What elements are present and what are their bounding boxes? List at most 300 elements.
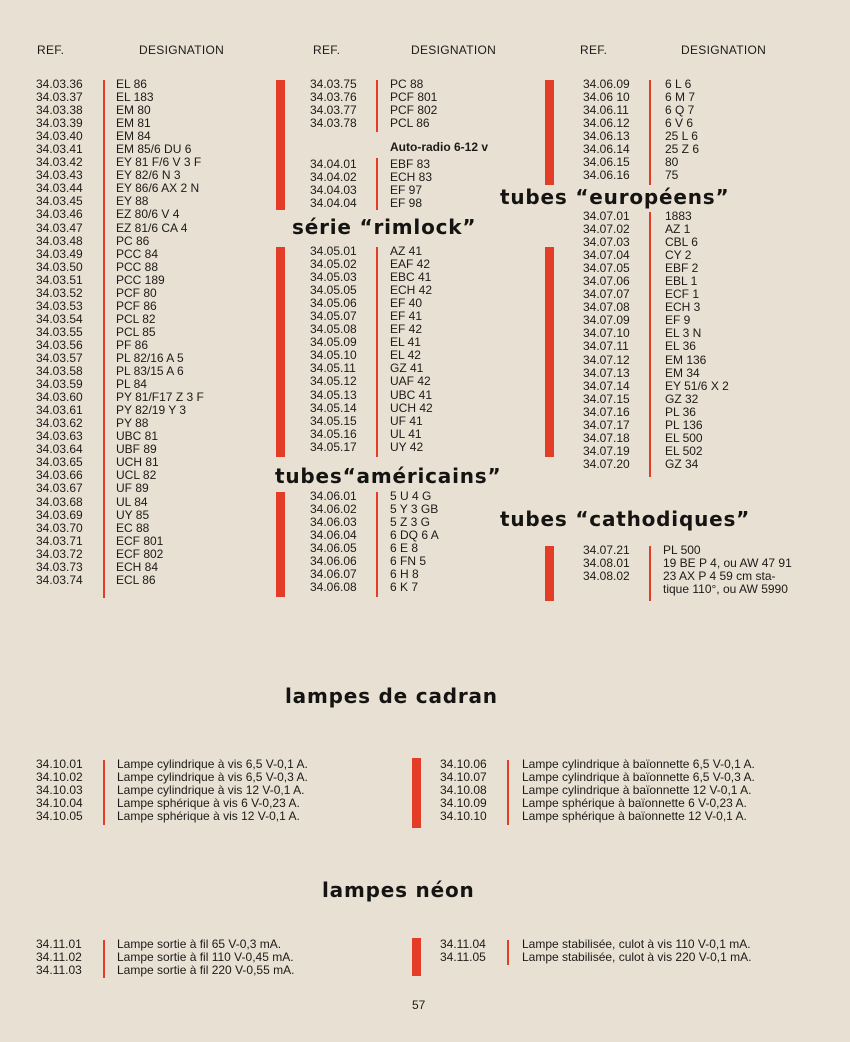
designation: EF 9 — [665, 313, 691, 328]
table-row — [310, 117, 437, 130]
designation: EY 51/6 X 2 — [665, 378, 729, 393]
designation: ECH 3 — [665, 300, 701, 315]
designation: EY 81 F/6 V 3 F — [116, 155, 202, 170]
ref-code: 34.03.62 — [36, 416, 83, 431]
red-bar — [276, 80, 285, 210]
designation: 6 L 6 — [665, 77, 692, 91]
ref-code: 34.05.07 — [310, 309, 357, 324]
designation: PCC 189 — [116, 272, 165, 287]
ref-code: 34.07.19 — [583, 443, 630, 458]
designation: Lampe cylindrique à baïonnette 6,5 V-0,1 A. — [522, 757, 755, 771]
ref-code: 34.03.68 — [36, 494, 83, 509]
ref-code: 34.08.02 — [583, 569, 630, 584]
ref-code: 34.07.18 — [583, 430, 630, 445]
designation: 6 M 7 — [665, 90, 696, 105]
designation: EL 36 — [665, 339, 696, 354]
designation: Lampe cylindrique à vis 6,5 V-0,1 A. — [117, 757, 308, 771]
table-row — [440, 951, 751, 964]
ref-code: 34.05.14 — [310, 400, 357, 415]
designation: Lampe cylindrique à baïonnette 12 V-0,1 A. — [522, 783, 752, 798]
ref-code: 34.03.56 — [36, 337, 83, 352]
ref-code: 34.06.02 — [310, 502, 357, 517]
table-row — [583, 393, 729, 406]
ref-code: 34.06.08 — [310, 580, 357, 595]
table-row — [36, 208, 204, 221]
ref-code: 34.03.60 — [36, 390, 83, 405]
ref-code: 34.03.69 — [36, 507, 83, 522]
table-row — [36, 300, 204, 313]
tube-list-col3a — [583, 78, 699, 182]
table-row — [36, 274, 204, 287]
designation: Lampe sortie à fil 110 V-0,45 mA. — [117, 950, 294, 965]
designation: UCH 81 — [116, 455, 159, 470]
ref-code: 34.04.02 — [310, 170, 357, 185]
designation: PY 88 — [116, 416, 149, 431]
red-bar — [412, 938, 421, 976]
designation: UF 41 — [390, 413, 423, 428]
designation: PL 136 — [665, 417, 703, 432]
table-row — [36, 548, 204, 561]
designation: 6 FN 5 — [390, 554, 427, 569]
table-row — [310, 389, 433, 402]
designation: PCL 85 — [116, 324, 156, 339]
tube-list-col1 — [36, 78, 204, 587]
designation: UL 41 — [390, 426, 422, 441]
designation: AZ 1 — [665, 222, 691, 237]
ref-code: 34.03.51 — [36, 272, 83, 287]
ref-code: 34.07.09 — [583, 313, 630, 328]
designation: Lampe cylindrique à vis 6,5 V-0,3 A. — [117, 770, 308, 785]
designation: 25 Z 6 — [665, 142, 700, 157]
red-bar — [545, 546, 554, 601]
ref-code: 34.03.63 — [36, 429, 83, 444]
table-row — [36, 535, 204, 548]
ref-code: 34.03.70 — [36, 520, 83, 535]
ref-code: 34.07.08 — [583, 300, 630, 315]
ref-code: 34.03.73 — [36, 559, 83, 574]
ref-code: 34.05.17 — [310, 439, 357, 454]
tube-list-col2b — [310, 158, 432, 210]
designation: EBL 1 — [665, 274, 698, 289]
designation: PCC 84 — [116, 246, 159, 261]
designation: GZ 41 — [390, 361, 424, 376]
designation: UAF 42 — [390, 374, 431, 389]
ref-code: 34.03.44 — [36, 181, 83, 196]
ref-code: 34.05.11 — [310, 361, 356, 376]
table-row — [583, 406, 729, 419]
table-row — [310, 375, 433, 388]
tube-list-col2c — [310, 245, 433, 454]
ref-code: 34.06.05 — [310, 541, 357, 556]
ref-code: 34.10.05 — [36, 809, 83, 824]
ref-code: 34.06.04 — [310, 528, 357, 543]
designation: UL 84 — [116, 494, 148, 509]
tube-list-col3c — [583, 544, 792, 596]
designation: PCL 82 — [116, 311, 156, 326]
designation: EF 42 — [390, 322, 423, 337]
table-row — [310, 581, 439, 594]
heading-tubes-americains: tubes“américains” — [275, 464, 502, 488]
ref-code: 34.05.12 — [310, 374, 357, 389]
ref-code: 34.10.08 — [440, 783, 487, 798]
ref-code: 34.03.57 — [36, 350, 83, 365]
ref-code: 34.03.65 — [36, 455, 83, 470]
ref-code: 34.05.03 — [310, 270, 357, 285]
neon-list-right — [440, 938, 751, 964]
designation: EF 97 — [390, 183, 423, 198]
red-bar — [545, 247, 554, 457]
designation: EL 3 N — [665, 326, 702, 341]
ref-code: 34.06.13 — [583, 129, 630, 144]
table-row — [36, 522, 204, 535]
ref-code: 34.03.67 — [36, 481, 83, 496]
designation: EZ 81/6 CA 4 — [116, 220, 188, 235]
ref-code: 34.06.11 — [583, 103, 629, 118]
designation: PCC 88 — [116, 259, 159, 274]
designation: 6 V 6 — [665, 116, 694, 131]
ref-code: 34.10.04 — [36, 796, 83, 811]
designation: Lampe sphérique à baïonnette 6 V-0,23 A. — [522, 796, 747, 811]
ref-code: 34.03.47 — [36, 220, 83, 235]
ref-code: 34.04.01 — [310, 157, 357, 171]
designation: 1883 — [665, 209, 692, 223]
ref-code: 34.07.14 — [583, 378, 630, 393]
designation: UBF 89 — [116, 442, 157, 457]
designation: GZ 32 — [665, 391, 699, 406]
header-designation-1: DESIGNATION — [139, 43, 225, 57]
designation: 6 Q 7 — [665, 103, 695, 118]
designation: PC 88 — [390, 77, 424, 91]
table-row — [310, 428, 433, 441]
table-row — [310, 441, 433, 454]
designation: EM 136 — [665, 352, 707, 367]
heading-serie-rimlock: série “rimlock” — [292, 215, 477, 239]
designation: Lampe stabilisée, culot à vis 110 V-0,1 mA. — [522, 937, 751, 951]
header-ref-3: REF. — [580, 43, 608, 57]
ref-code: 34.11.02 — [36, 950, 82, 965]
table-row — [583, 583, 792, 596]
designation: AZ 41 — [390, 244, 423, 258]
designation: EBC 41 — [390, 270, 432, 285]
table-row — [583, 340, 729, 353]
designation: EF 41 — [390, 309, 423, 324]
ref-code: 34.10.10 — [440, 809, 487, 824]
ref-code: 34.10.09 — [440, 796, 487, 811]
heading-lampes-neon: lampes néon — [322, 878, 475, 902]
heading-tubes-europeens: tubes “européens” — [500, 185, 730, 209]
designation: EM 85/6 DU 6 — [116, 142, 192, 157]
ref-code: 34.10.03 — [36, 783, 83, 798]
designation: Lampe sphérique à baïonnette 12 V-0,1 A. — [522, 809, 747, 824]
ref-code: 34.05.13 — [310, 387, 357, 402]
designation: Lampe sphérique à vis 6 V-0,23 A. — [117, 796, 300, 811]
designation: CBL 6 — [665, 235, 698, 250]
ref-code: 34.07.03 — [583, 235, 630, 250]
table-row — [583, 354, 729, 367]
ref-code: 34.03.39 — [36, 116, 83, 131]
ref-code — [583, 583, 663, 596]
designation: 5 Z 3 G — [390, 515, 431, 530]
designation: UBC 81 — [116, 429, 159, 444]
designation: 5 U 4 G — [390, 489, 432, 503]
designation: EM 34 — [665, 365, 700, 380]
table-row — [440, 810, 755, 823]
table-row — [36, 235, 204, 248]
designation: EC 88 — [116, 520, 150, 535]
ref-code: 34.03.36 — [36, 77, 83, 91]
table-row — [36, 313, 204, 326]
ref-code: 34.03.78 — [310, 116, 357, 131]
designation: EM 80 — [116, 103, 151, 118]
table-row — [36, 326, 204, 339]
ref-code: 34.03.40 — [36, 129, 83, 144]
ref-code: 34.08.01 — [583, 556, 630, 571]
ref-code: 34.07.17 — [583, 417, 630, 432]
ref-code: 34.06.07 — [310, 567, 357, 582]
ref-code: 34.03.46 — [36, 207, 83, 222]
table-row — [36, 561, 204, 574]
ref-code: 34.03.43 — [36, 168, 83, 183]
designation: EAF 42 — [390, 257, 431, 272]
designation: EL 502 — [665, 443, 703, 458]
designation: 6 DQ 6 A — [390, 528, 439, 543]
header-designation-2: DESIGNATION — [411, 43, 497, 57]
tube-list-col2a — [310, 78, 437, 130]
ref-code: 34.07.01 — [583, 209, 630, 223]
ref-code: 34.05.06 — [310, 296, 357, 311]
ref-code: 34.03.45 — [36, 194, 83, 209]
designation: PCF 802 — [390, 103, 438, 118]
ref-code: 34.05.08 — [310, 322, 357, 337]
designation: Lampe stabilisée, culot à vis 220 V-0,1 mA. — [522, 950, 752, 965]
header-ref-1: REF. — [37, 43, 65, 57]
designation: ECF 1 — [665, 287, 700, 302]
designation: PL 82/16 A 5 — [116, 350, 184, 365]
table-row — [36, 222, 204, 235]
tube-list-col2d — [310, 490, 439, 594]
ref-code: 34.07.21 — [583, 543, 630, 557]
designation: 23 AX P 4 59 cm sta- — [663, 569, 776, 584]
designation: ECH 84 — [116, 559, 159, 574]
designation: 19 BE P 4, ou AW 47 91 — [663, 556, 792, 571]
designation: PL 84 — [116, 377, 147, 392]
table-row — [583, 419, 729, 432]
heading-lampes-de-cadran: lampes de cadran — [285, 684, 498, 708]
ref-code: 34.03.72 — [36, 546, 83, 561]
ref-code: 34.07.04 — [583, 248, 630, 263]
designation: CY 2 — [665, 248, 692, 263]
ref-code: 34.10.07 — [440, 770, 487, 785]
ref-code: 34.06.12 — [583, 116, 630, 131]
ref-code: 34.05.15 — [310, 413, 357, 428]
ref-code: 34.11.01 — [36, 937, 82, 951]
ref-code: 34.03.77 — [310, 103, 357, 118]
designation: PCL 86 — [390, 116, 430, 131]
designation: EL 86 — [116, 77, 147, 91]
ref-code: 34.07.10 — [583, 326, 630, 341]
designation: tique 110°, ou AW 5990 — [663, 582, 788, 597]
designation: EY 82/6 N 3 — [116, 168, 181, 183]
red-bar — [545, 80, 554, 185]
ref-code: 34.10.06 — [440, 757, 487, 771]
ref-code: 34.06.03 — [310, 515, 357, 530]
ref-code: 34.03.53 — [36, 298, 83, 313]
ref-code: 34.07.12 — [583, 352, 630, 367]
table-row — [583, 432, 729, 445]
designation: UY 42 — [390, 439, 424, 454]
table-row — [583, 458, 729, 471]
table-row — [583, 445, 729, 458]
ref-code: 34.07.06 — [583, 274, 630, 289]
designation: PY 82/19 Y 3 — [116, 403, 187, 418]
ref-code: 34.03.64 — [36, 442, 83, 457]
table-row — [583, 380, 729, 393]
ref-code: 34.07.05 — [583, 261, 630, 276]
designation: ECF 801 — [116, 533, 164, 548]
ref-code: 34.05.01 — [310, 244, 357, 258]
ref-code: 34.03.49 — [36, 246, 83, 261]
ref-code: 34.03.52 — [36, 285, 83, 300]
designation: PL 83/15 A 6 — [116, 364, 184, 379]
table-row — [583, 367, 729, 380]
cadran-list-left — [36, 758, 308, 823]
ref-code: 34.05.02 — [310, 257, 357, 272]
ref-code: 34.03.41 — [36, 142, 83, 157]
ref-code: 34.05.16 — [310, 426, 357, 441]
table-row — [36, 509, 204, 522]
ref-code: 34.06 10 — [583, 90, 630, 105]
designation: GZ 34 — [665, 456, 699, 471]
designation: PF 86 — [116, 337, 149, 352]
neon-list-left — [36, 938, 294, 977]
ref-code: 34.04.04 — [310, 196, 357, 211]
designation: EM 84 — [116, 129, 151, 144]
ref-code: 34.07.07 — [583, 287, 630, 302]
ref-code: 34.03.66 — [36, 468, 83, 483]
ref-code: 34.07.15 — [583, 391, 630, 406]
ref-code: 34.07.13 — [583, 365, 630, 380]
ref-code: 34.10.02 — [36, 770, 83, 785]
designation: Lampe cylindrique à vis 12 V-0,1 A. — [117, 783, 305, 798]
red-bar — [412, 758, 421, 828]
designation: EY 88 — [116, 194, 149, 209]
designation: EL 41 — [390, 335, 421, 350]
ref-code: 34.06.01 — [310, 489, 357, 503]
ref-code: 34.03.55 — [36, 324, 83, 339]
red-bar — [276, 492, 285, 597]
ref-code: 34.07.11 — [583, 339, 629, 354]
designation: UBC 41 — [390, 387, 433, 402]
ref-code: 34.06.16 — [583, 168, 630, 183]
ref-code: 34.03.50 — [36, 259, 83, 274]
ref-code: 34.07.20 — [583, 456, 630, 471]
page-number: 57 — [412, 998, 426, 1012]
ref-code: 34.04.03 — [310, 183, 357, 198]
designation: PCF 86 — [116, 298, 157, 313]
designation: Lampe sphérique à vis 12 V-0,1 A. — [117, 809, 300, 824]
table-row — [36, 810, 308, 823]
designation: EL 183 — [116, 90, 154, 105]
table-row — [36, 574, 204, 587]
ref-code: 34.10.01 — [36, 757, 83, 771]
header-designation-3: DESIGNATION — [681, 43, 767, 57]
ref-code: 34.03.61 — [36, 403, 83, 418]
red-bar — [276, 247, 285, 457]
designation: UCL 82 — [116, 468, 157, 483]
designation: UCH 42 — [390, 400, 433, 415]
designation: ECL 86 — [116, 572, 156, 587]
ref-code: 34.03.75 — [310, 77, 357, 91]
table-row — [583, 169, 699, 182]
table-row — [310, 415, 433, 428]
ref-code: 34.03.74 — [36, 572, 83, 587]
ref-code: 34.03.58 — [36, 364, 83, 379]
designation: ECF 802 — [116, 546, 164, 561]
ref-code: 34.06.14 — [583, 142, 630, 157]
designation: PL 36 — [665, 404, 696, 419]
designation: UF 89 — [116, 481, 149, 496]
designation: EY 86/6 AX 2 N — [116, 181, 200, 196]
designation: EL 42 — [390, 348, 421, 363]
table-row — [36, 287, 204, 300]
designation: UY 85 — [116, 507, 150, 522]
designation: Lampe sortie à fil 220 V-0,55 mA. — [117, 963, 295, 978]
ref-code: 34.03.48 — [36, 233, 83, 248]
ref-code: 34.05.05 — [310, 283, 357, 298]
ref-code: 34.06.15 — [583, 155, 630, 170]
tube-list-col3b — [583, 210, 729, 471]
table-row — [310, 402, 433, 415]
heading-tubes-cathodiques: tubes “cathodiques” — [500, 507, 751, 531]
designation: EM 81 — [116, 116, 151, 131]
designation: EZ 80/6 V 4 — [116, 207, 180, 222]
designation: ECH 83 — [390, 170, 433, 185]
ref-code: 34.03.76 — [310, 90, 357, 105]
table-row — [36, 248, 204, 261]
ref-code: 34.11.03 — [36, 963, 82, 978]
designation: ECH 42 — [390, 283, 433, 298]
designation: EBF 83 — [390, 157, 431, 171]
auto-radio-label: Auto-radio 6-12 v — [390, 140, 489, 154]
designation: 5 Y 3 GB — [390, 502, 439, 517]
header-ref-2: REF. — [313, 43, 341, 57]
designation: PC 86 — [116, 233, 150, 248]
ref-code: 34.03.71 — [36, 533, 83, 548]
ref-code: 34.06.09 — [583, 77, 630, 91]
table-row — [310, 197, 432, 210]
ref-code: 34.05.10 — [310, 348, 357, 363]
designation: EF 40 — [390, 296, 423, 311]
ref-code: 34.03.54 — [36, 311, 83, 326]
designation: 75 — [665, 168, 679, 183]
ref-code: 34.06.06 — [310, 554, 357, 569]
table-row — [36, 261, 204, 274]
ref-code: 34.07.02 — [583, 222, 630, 237]
cadran-list-right — [440, 758, 755, 823]
ref-code: 34.03.38 — [36, 103, 83, 118]
designation: EL 500 — [665, 430, 703, 445]
designation: Lampe sortie à fil 65 V-0,3 mA. — [117, 937, 282, 951]
designation: PY 81/F17 Z 3 F — [116, 390, 204, 405]
designation: EF 98 — [390, 196, 423, 211]
ref-code: 34.05.09 — [310, 335, 357, 350]
designation: 6 K 7 — [390, 580, 419, 595]
designation: Lampe cylindrique à baïonnette 6,5 V-0,3 A. — [522, 770, 755, 785]
designation: PCF 801 — [390, 90, 438, 105]
designation: 6 E 8 — [390, 541, 419, 556]
ref-code: 34.03.37 — [36, 90, 83, 105]
designation: EBF 2 — [665, 261, 699, 276]
